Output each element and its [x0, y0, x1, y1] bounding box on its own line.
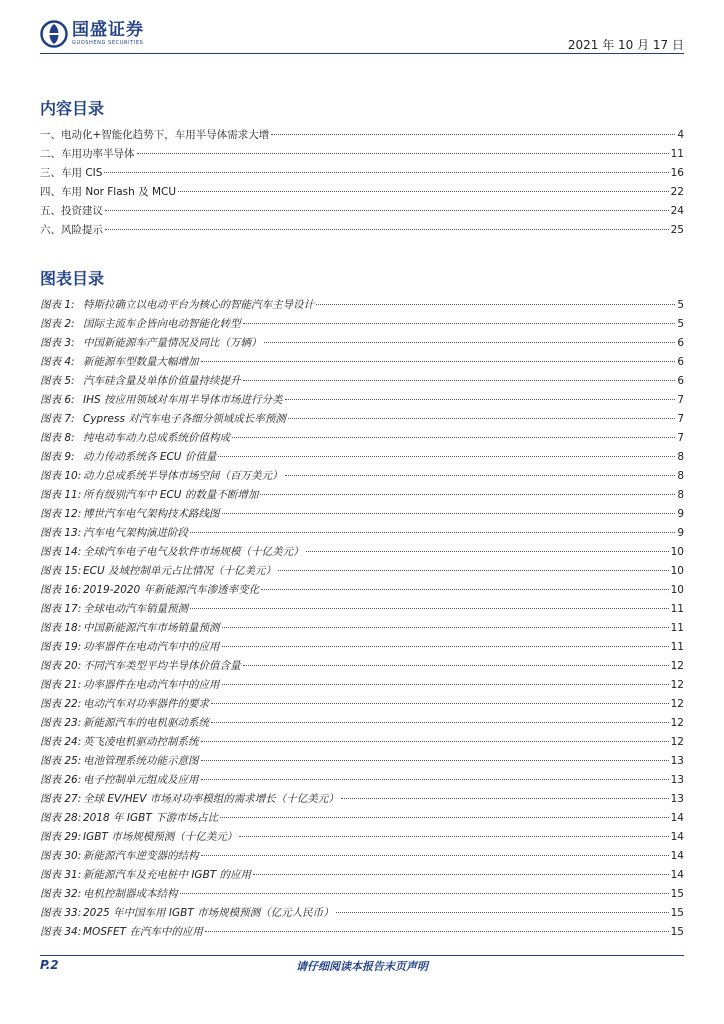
figure-title: 全球汽车电子电气及软件市场规模（十亿美元） [83, 546, 304, 558]
header-divider [40, 53, 684, 54]
toc-entry-title: 六、风险提示 [40, 224, 103, 236]
figure-title: 2019-2020 年新能源汽车渗透率变化 [83, 584, 260, 596]
figure-title: IGBT 市场规模预测（十亿美元） [83, 831, 238, 843]
figure-title: 功率器件在电动汽车中的应用 [83, 641, 220, 653]
page-ref: 14 [670, 869, 684, 881]
page-header [40, 20, 684, 56]
company-logo [40, 20, 144, 48]
figure-list [40, 297, 684, 943]
dot-leader [211, 702, 669, 704]
figure-label: 图表 27: [40, 793, 82, 805]
figure-entry[interactable] [40, 753, 684, 772]
figure-label: 图表 4: [40, 356, 75, 368]
figure-label: 图表 31: [40, 869, 82, 881]
logo-mark-icon [40, 20, 68, 48]
figure-title: 动力传动系统各 ECU 价值量 [83, 451, 217, 463]
dot-leader [316, 303, 675, 305]
page-ref: 15 [670, 888, 684, 900]
figure-entry[interactable] [40, 449, 684, 468]
figure-title: 国际主流车企皆向电动智能化转型 [83, 318, 241, 330]
dot-leader [105, 228, 669, 230]
dot-leader [105, 209, 669, 211]
figure-title: 电池管理系统功能示意图 [83, 755, 199, 767]
toc-entry-title: 三、车用 CIS [40, 167, 103, 179]
page-ref: 14 [670, 831, 684, 843]
figure-label: 图表 33: [40, 907, 82, 919]
dot-leader [218, 455, 675, 457]
figure-entry[interactable] [40, 335, 684, 354]
figure-entry[interactable] [40, 886, 684, 905]
dot-leader [260, 493, 675, 495]
figure-entry[interactable] [40, 905, 684, 924]
dot-leader [137, 152, 669, 154]
toc-entry-title: 二、车用功率半导体 [40, 148, 135, 160]
figure-title: 2018 年 IGBT 下游市场占比 [83, 812, 219, 824]
figure-label: 图表 20: [40, 660, 82, 672]
figure-entry[interactable] [40, 297, 684, 316]
figure-title: 动力总成系统半导体市场空间（百万美元） [83, 470, 283, 482]
dot-leader [271, 133, 675, 135]
figure-label: 图表 21: [40, 679, 82, 691]
figure-entry[interactable] [40, 506, 684, 525]
figure-entry[interactable] [40, 582, 684, 601]
toc-entry-title: 一、电动化+智能化趋势下，车用半导体需求大增 [40, 129, 270, 141]
dot-leader [104, 171, 668, 173]
figure-entry[interactable] [40, 791, 684, 810]
page-ref: 9 [677, 527, 684, 539]
page-ref: 15 [670, 926, 684, 938]
figure-entry[interactable] [40, 620, 684, 639]
figure-label: 图表 10: [40, 470, 82, 482]
figure-entry[interactable] [40, 639, 684, 658]
page-ref: 7 [677, 432, 684, 444]
figure-title: IHS 按应用领域对车用半导体市场进行分类 [83, 394, 283, 406]
dot-leader [205, 930, 669, 932]
disclaimer-note: 请仔细阅读本报告末页声明 [296, 960, 428, 973]
toc-title: 内容目录 [40, 99, 105, 118]
figure-title: 汽车硅含量及单体价值量持续提升 [83, 375, 241, 387]
figure-entry[interactable] [40, 734, 684, 753]
dot-leader [222, 645, 669, 647]
page-ref: 10 [670, 546, 684, 558]
dot-leader [201, 759, 669, 761]
figure-title: 英飞凌电机驱动控制系统 [83, 736, 199, 748]
figure-label: 图表 13: [40, 527, 82, 539]
figure-label: 图表 24: [40, 736, 82, 748]
figure-title: 新能源汽车及充电桩中 IGBT 的应用 [83, 869, 252, 881]
figure-title: 2025 年中国车用 IGBT 市场规模预测（亿元人民币） [83, 907, 334, 919]
figure-entry[interactable] [40, 430, 684, 449]
dot-leader [306, 550, 669, 552]
page-ref: 10 [670, 565, 684, 577]
dot-leader [201, 854, 669, 856]
dot-leader [239, 835, 668, 837]
figure-title: 电动汽车对功率器件的要求 [83, 698, 209, 710]
figure-label: 图表 30: [40, 850, 82, 862]
figure-title: 新能源汽车逆变器的结构 [83, 850, 199, 862]
page-ref: 25 [670, 224, 684, 236]
figure-entry[interactable] [40, 601, 684, 620]
figure-title: 电子控制单元组成及应用 [83, 774, 199, 786]
dot-leader [222, 683, 669, 685]
figure-entry[interactable] [40, 354, 684, 373]
dot-leader [261, 588, 669, 590]
page-ref: 11 [670, 622, 684, 634]
figure-entry[interactable] [40, 677, 684, 696]
figure-entry[interactable] [40, 525, 684, 544]
figure-label: 图表 14: [40, 546, 82, 558]
page-ref: 15 [670, 907, 684, 919]
toc-entry[interactable] [40, 165, 684, 184]
figure-entry[interactable] [40, 373, 684, 392]
figure-title: 汽车电气架构演进阶段 [83, 527, 188, 539]
dot-leader [288, 417, 676, 419]
figure-label: 图表 28: [40, 812, 82, 824]
footer-divider [40, 955, 684, 956]
figure-label: 图表 2: [40, 318, 75, 330]
toc-list [40, 127, 684, 241]
figure-entry[interactable] [40, 487, 684, 506]
figure-entry[interactable] [40, 715, 684, 734]
figure-label: 图表 26: [40, 774, 82, 786]
figure-label: 图表 3: [40, 337, 75, 349]
dot-leader [253, 873, 669, 875]
page-ref: 6 [677, 375, 684, 387]
page-ref: 22 [670, 186, 684, 198]
page-ref: 16 [670, 167, 684, 179]
dot-leader [201, 740, 669, 742]
figure-label: 图表 18: [40, 622, 82, 634]
figure-title: 博世汽车电气架构技术路线图 [83, 508, 220, 520]
page-number: P.2 [40, 958, 59, 972]
page-ref: 12 [670, 660, 684, 672]
figure-title: 所有级别汽车中 ECU 的数量不断增加 [83, 489, 259, 501]
figure-label: 图表 9: [40, 451, 75, 463]
figure-entry[interactable] [40, 316, 684, 335]
toc-entry[interactable] [40, 127, 684, 146]
dot-leader [178, 190, 669, 192]
figure-title: 全球 EV/HEV 市场对功率模组的需求增长（十亿美元） [83, 793, 339, 805]
figure-label: 图表 19: [40, 641, 82, 653]
figure-title: ECU 及域控制单元占比情况（十亿美元） [83, 565, 276, 577]
toc-entry[interactable] [40, 222, 684, 241]
dot-leader [336, 911, 669, 913]
page-ref: 7 [677, 413, 684, 425]
page-ref: 7 [677, 394, 684, 406]
report-date: 2021 年 10 月 17 日 [567, 38, 684, 52]
figure-label: 图表 29: [40, 831, 82, 843]
figure-title: 电机控制器成本结构 [83, 888, 178, 900]
dot-leader [243, 322, 676, 324]
page-ref: 10 [670, 584, 684, 596]
toc-entry[interactable] [40, 203, 684, 222]
logo-subtitle: GUOSHENG SECURITIES [72, 40, 144, 46]
figure-entry[interactable] [40, 924, 684, 943]
dot-leader [220, 816, 669, 818]
figure-title: 纯电动车动力总成系统价值构成 [83, 432, 230, 444]
toc-entry[interactable] [40, 184, 684, 203]
page-ref: 5 [677, 318, 684, 330]
page-ref: 12 [670, 736, 684, 748]
page-ref: 14 [670, 850, 684, 862]
figure-entry[interactable] [40, 411, 684, 430]
page-ref: 9 [677, 508, 684, 520]
figure-label: 图表 7: [40, 413, 75, 425]
figure-label: 图表 11: [40, 489, 82, 501]
figure-label: 图表 16: [40, 584, 82, 596]
figure-entry[interactable] [40, 848, 684, 867]
dot-leader [222, 512, 676, 514]
page-ref: 13 [670, 755, 684, 767]
figure-label: 图表 17: [40, 603, 82, 615]
toc-entry-title: 五、投资建议 [40, 205, 103, 217]
page-ref: 14 [670, 812, 684, 824]
figure-title: 全球电动汽车销量预测 [83, 603, 188, 615]
figure-entry[interactable] [40, 696, 684, 715]
toc-entry-title: 四、车用 Nor Flash 及 MCU [40, 186, 177, 198]
dot-leader [264, 341, 676, 343]
dot-leader [278, 569, 669, 571]
dot-leader [285, 398, 676, 400]
figure-label: 图表 34: [40, 926, 82, 938]
figure-entry[interactable] [40, 810, 684, 829]
page-ref: 11 [670, 603, 684, 615]
dot-leader [232, 436, 675, 438]
dot-leader [285, 474, 676, 476]
figure-label: 图表 15: [40, 565, 82, 577]
dot-leader [243, 664, 669, 666]
page-ref: 6 [677, 356, 684, 368]
figure-label: 图表 32: [40, 888, 82, 900]
figure-title: 特斯拉确立以电动平台为核心的智能汽车主导设计 [83, 299, 314, 311]
figure-entry[interactable] [40, 563, 684, 582]
figure-label: 图表 1: [40, 299, 75, 311]
figure-label: 图表 8: [40, 432, 75, 444]
figure-label: 图表 5: [40, 375, 75, 387]
figure-entry[interactable] [40, 392, 684, 411]
dot-leader [190, 531, 675, 533]
page-ref: 4 [677, 129, 684, 141]
dot-leader [201, 778, 669, 780]
page-ref: 24 [670, 205, 684, 217]
figure-title: 不同汽车类型平均半导体价值含量 [83, 660, 241, 672]
figure-label: 图表 6: [40, 394, 75, 406]
figure-title: 新能源车型数量大幅增加 [83, 356, 199, 368]
page-ref: 8 [677, 451, 684, 463]
page-ref: 13 [670, 774, 684, 786]
page-ref: 12 [670, 679, 684, 691]
figure-list-title: 图表目录 [40, 269, 105, 288]
page-ref: 8 [677, 470, 684, 482]
figure-title: MOSFET 在汽车中的应用 [83, 926, 203, 938]
dot-leader [222, 626, 669, 628]
page-ref: 11 [670, 148, 684, 160]
page-ref: 13 [670, 793, 684, 805]
figure-label: 图表 12: [40, 508, 82, 520]
dot-leader [243, 379, 676, 381]
figure-title: 中国新能源车产量情况及同比（万辆） [83, 337, 262, 349]
figure-entry[interactable] [40, 867, 684, 886]
page-ref: 5 [677, 299, 684, 311]
figure-entry[interactable] [40, 772, 684, 791]
logo-name: 国盛证券 [72, 20, 144, 40]
page-ref: 8 [677, 489, 684, 501]
figure-title: Cypress 对汽车电子各细分领域成长率预测 [83, 413, 286, 425]
dot-leader [180, 892, 669, 894]
dot-leader [211, 721, 669, 723]
page-ref: 12 [670, 698, 684, 710]
dot-leader [201, 360, 676, 362]
dot-leader [341, 797, 669, 799]
toc-entry[interactable] [40, 146, 684, 165]
page-ref: 11 [670, 641, 684, 653]
figure-title: 新能源汽车的电机驱动系统 [83, 717, 209, 729]
dot-leader [190, 607, 669, 609]
figure-entry[interactable] [40, 658, 684, 677]
page-ref: 12 [670, 717, 684, 729]
figure-entry[interactable] [40, 468, 684, 487]
figure-title: 中国新能源汽车市场销量预测 [83, 622, 220, 634]
figure-label: 图表 22: [40, 698, 82, 710]
figure-label: 图表 25: [40, 755, 82, 767]
page-ref: 6 [677, 337, 684, 349]
figure-title: 功率器件在电动汽车中的应用 [83, 679, 220, 691]
figure-entry[interactable] [40, 544, 684, 563]
figure-entry[interactable] [40, 829, 684, 848]
figure-label: 图表 23: [40, 717, 82, 729]
